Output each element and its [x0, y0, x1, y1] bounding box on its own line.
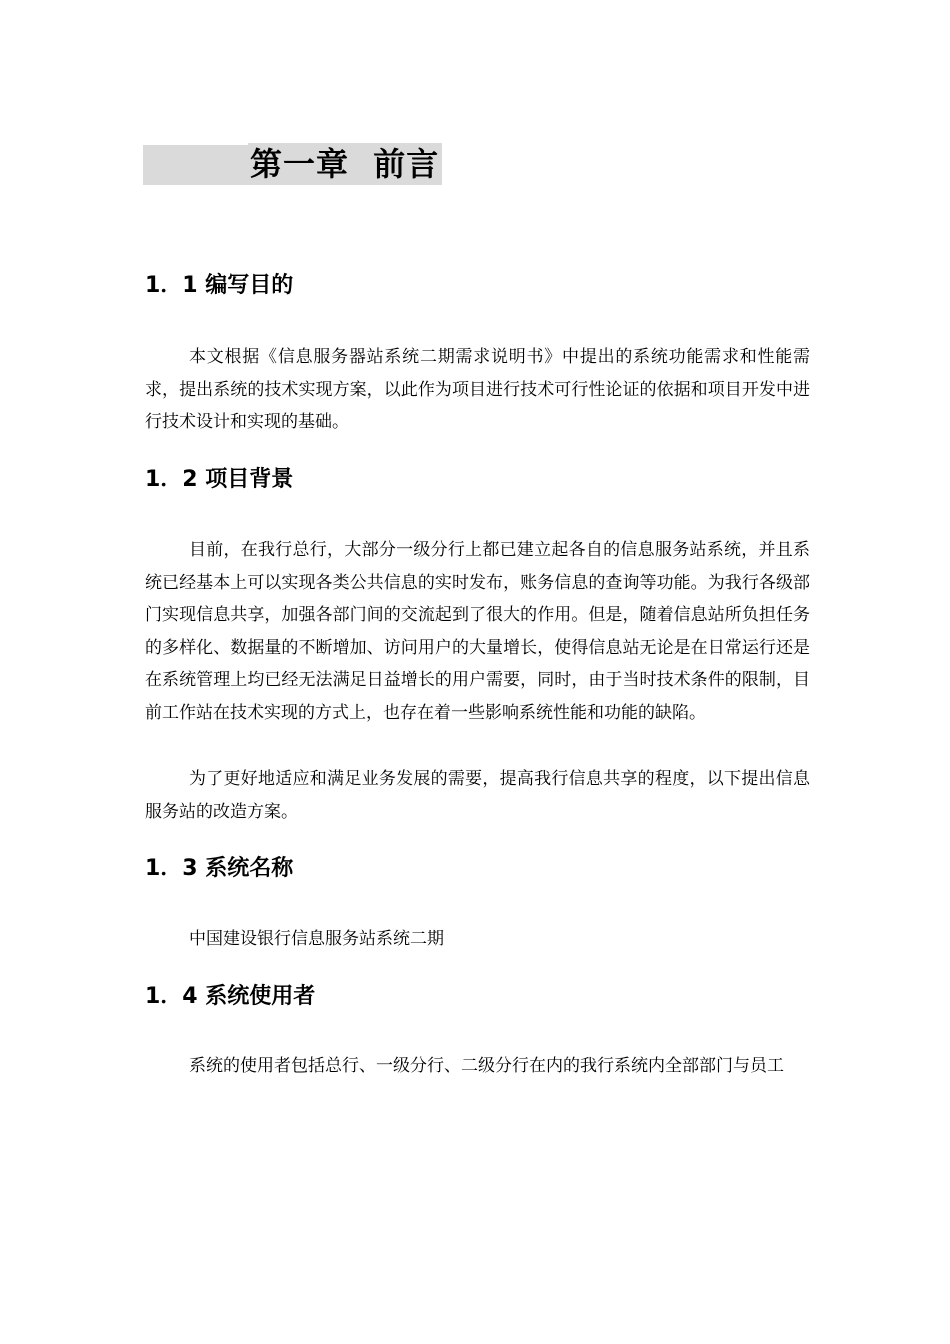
- paragraph-purpose: 本文根据《信息服务器站系统二期需求说明书》中提出的系统功能需求和性能需求，提出系统的技术实现方案，以此作为项目进行技术可行性论证的依据和项目开发中进行技术设计和实现的基础。: [145, 347, 810, 432]
- paragraph-background: 目前，在我行总行，大部分一级分行上都已建立起各自的信息服务站系统，并且系统已经基本上可以实现各类公共信息的实时发布，账务信息的查询等功能。为我行各级部门实现信息共享，加强各部门间的交流起到了很大的作用。但是，随着信息站所负担任务的多样化、数据量的不断增加、访问用户的大量增长，使得信息站无论是在日常运行还是在系统管理上均已经无法满足日益增长的用户需要，同时，由于当时技术条件的限制，目前工作站在技术实现的方式上，也存在着一些影响系统性能和功能的缺陷。: [145, 540, 810, 723]
- section-heading-system-users: 1．4 系统使用者: [145, 984, 316, 1009]
- paragraph-system-name: 中国建设银行信息服务站系统二期: [189, 929, 444, 949]
- paragraph-system-users: 系统的使用者包括总行、一级分行、二级分行在内的我行系统内全部部门与员工: [189, 1056, 784, 1076]
- section-heading-system-name: 1．3 系统名称: [145, 856, 294, 881]
- chapter-heading-block: [143, 143, 442, 185]
- paragraph-background-2: 为了更好地适应和满足业务发展的需要，提高我行信息共享的程度，以下提出信息服务站的改造方案。: [145, 769, 810, 822]
- chapter-heading-shading: [143, 145, 248, 185]
- chapter-title: 第一章 前言: [248, 143, 442, 185]
- section-heading-purpose: 1．1 编写目的: [145, 273, 294, 298]
- section-heading-background: 1．2 项目背景: [145, 467, 294, 492]
